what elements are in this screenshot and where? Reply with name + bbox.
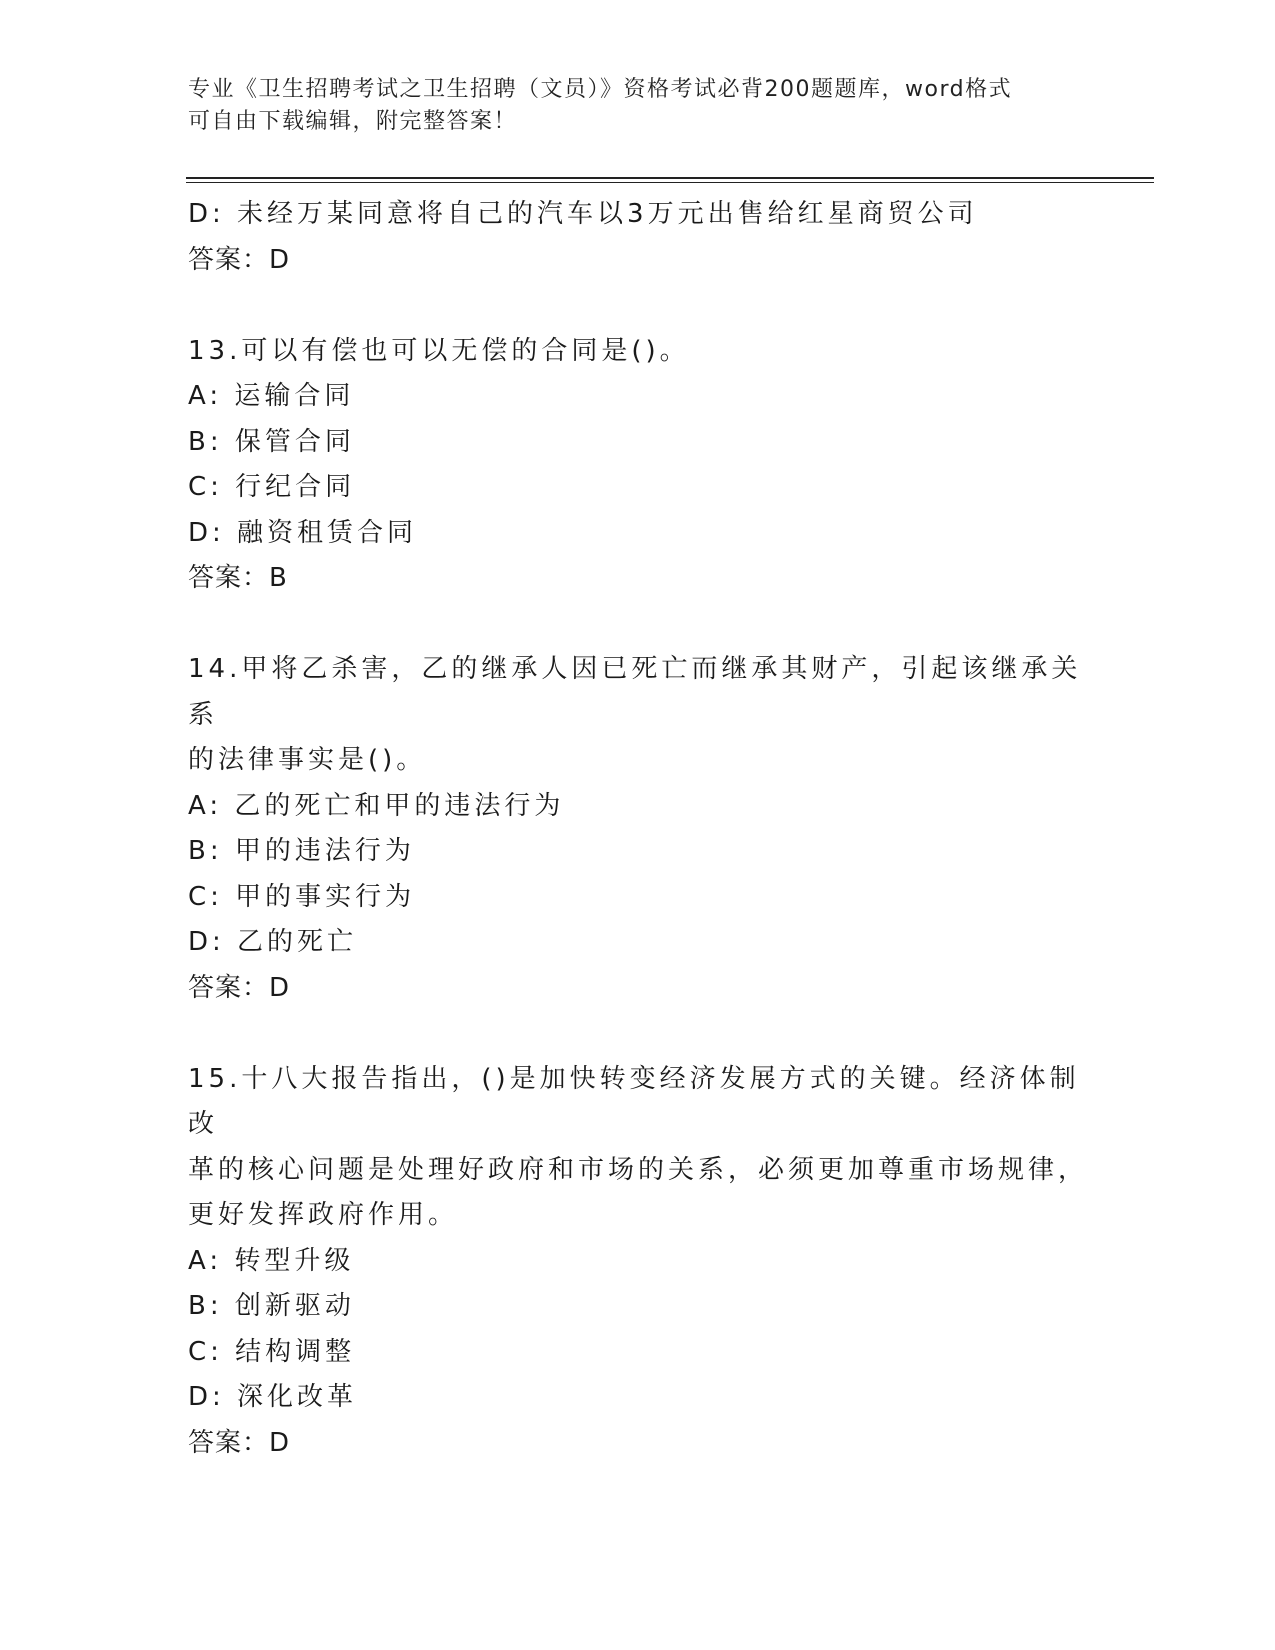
- option-c: C: 行纪合同: [188, 472, 356, 502]
- question-stem-line: 14.甲将乙杀害，乙的继承人因已死亡而继承其财产，引起该继承关系: [188, 654, 1082, 730]
- option-c: C: 结构调整: [188, 1336, 356, 1367]
- question-stem-line: 15.十八大报告指出，()是加快转变经济发展方式的关键。经济体制改: [188, 1063, 1080, 1139]
- spacer: [188, 283, 1088, 329]
- option-d: D: 乙的死亡: [188, 927, 358, 957]
- option-a: A: 乙的死亡和甲的违法行为: [188, 790, 565, 821]
- option-a: A: 转型升级: [188, 1245, 355, 1276]
- header-line-1: 专业《卫生招聘考试之卫生招聘（文员）》资格考试必背200题题库，word格式: [188, 77, 1013, 102]
- spacer: [188, 1011, 1088, 1057]
- document-header: [188, 74, 1088, 138]
- header-line-2: 可自由下载编辑，附完整答案！: [188, 109, 518, 134]
- header-divider-thin: [186, 182, 1154, 183]
- option-b: B: 甲的违法行为: [188, 836, 415, 866]
- question-15: [188, 1057, 1088, 1467]
- question-13: [188, 329, 1088, 602]
- option-b: B: 创新驱动: [188, 1291, 355, 1321]
- header-divider-thick: [186, 177, 1154, 179]
- option-c: C: 甲的事实行为: [188, 881, 416, 912]
- option-d: D: 深化改革: [188, 1382, 358, 1412]
- question-list: [188, 192, 1088, 1466]
- answer: 答案：D: [188, 1427, 291, 1458]
- answer: 答案：D: [188, 972, 291, 1003]
- spacer: [188, 602, 1088, 648]
- question-stem-line: 革的核心问题是处理好政府和市场的关系，必须更加尊重市场规律，: [188, 1154, 1089, 1185]
- question-stem-line: 更好发挥政府作用。: [188, 1200, 459, 1230]
- option-a: A: 运输合同: [188, 381, 355, 411]
- answer: 答案：B: [188, 563, 288, 593]
- question-14: [188, 647, 1088, 1011]
- option-b: B: 保管合同: [188, 426, 355, 457]
- carry-over-answer: 答案：D: [188, 244, 291, 275]
- carry-over-option-d: D: 未经万某同意将自己的汽车以3万元出售给红星商贸公司: [188, 199, 978, 229]
- question-stem-line: 的法律事实是()。: [188, 745, 427, 775]
- question-stem-line: 13.可以有偿也可以无偿的合同是()。: [188, 335, 690, 366]
- option-d: D: 融资租赁合同: [188, 517, 418, 548]
